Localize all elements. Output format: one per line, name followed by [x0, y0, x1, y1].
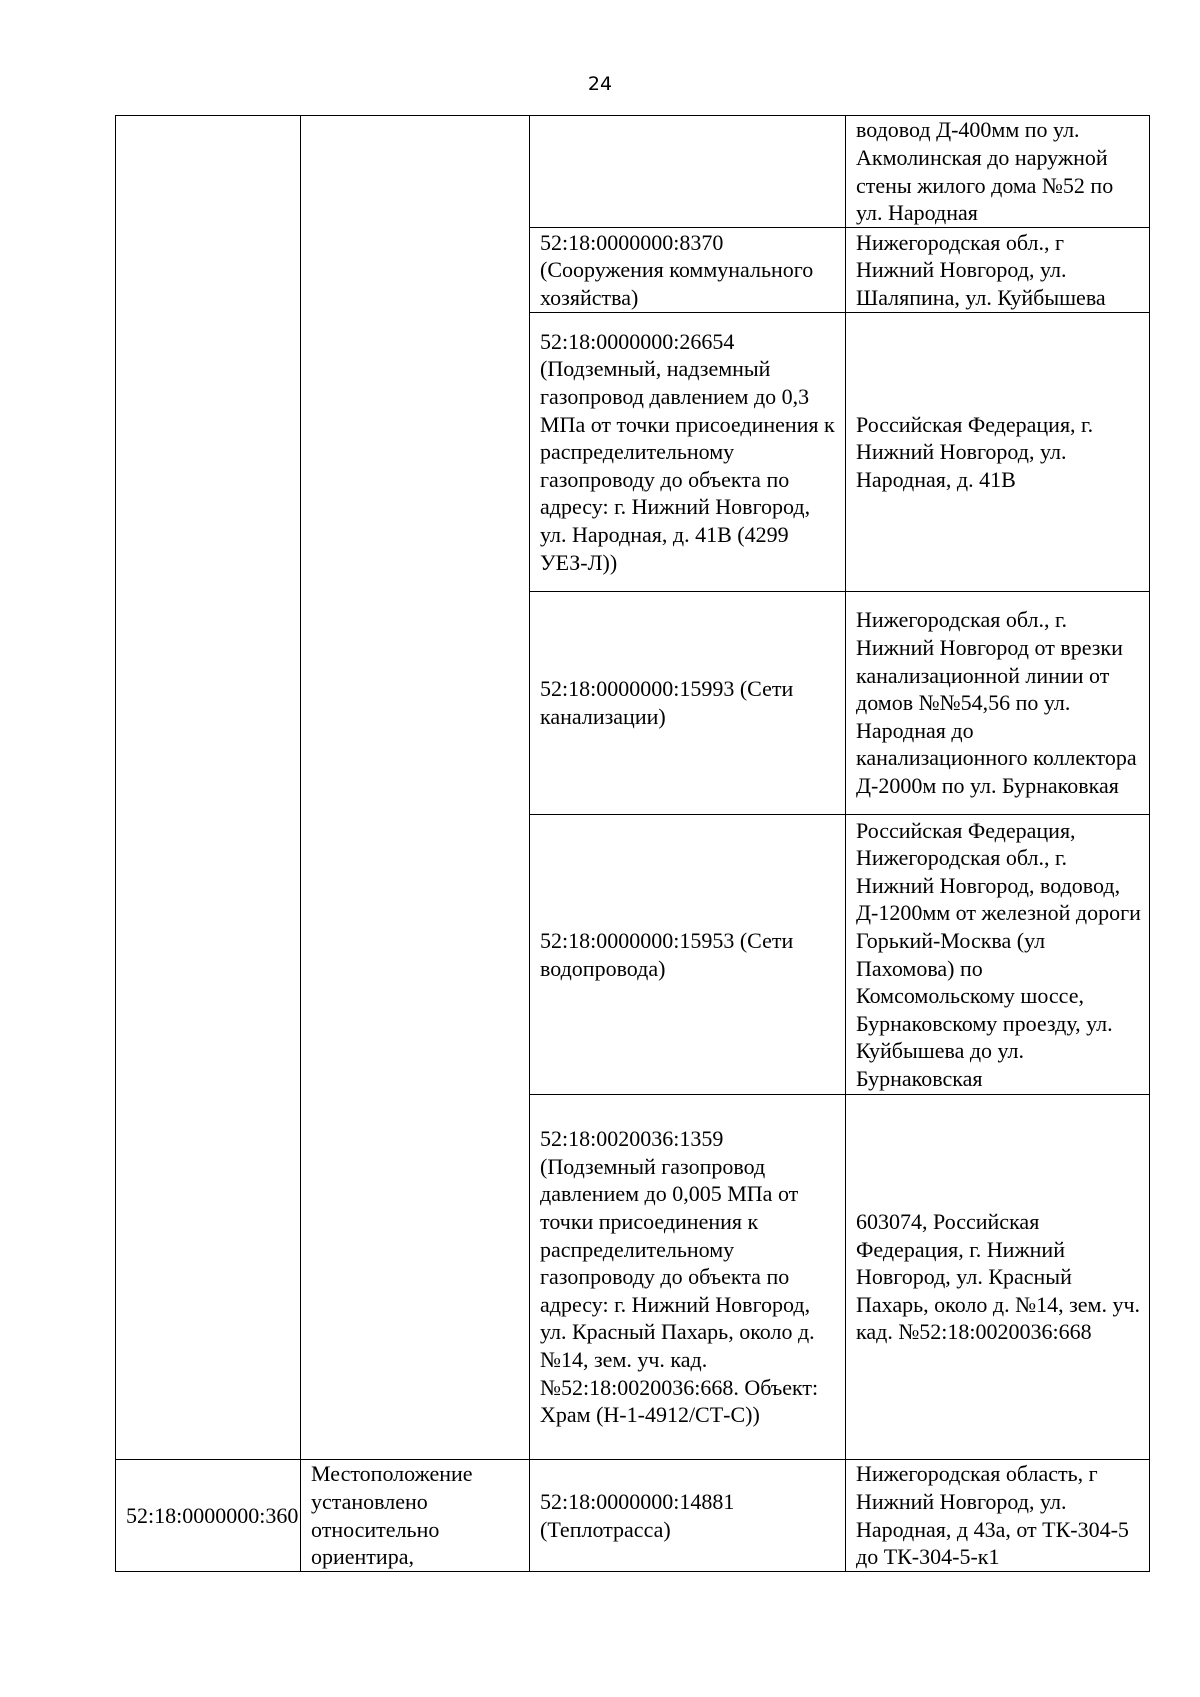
object-cell: 52:18:0020036:1359 (Подземный газопровод давлением до 0,005 МПа от точки присоединения к распределительному газопроводу до объекта по адресу: г. Нижний Новгород, ул. Красный Пахарь, около д. №14, зем. уч. кад. №52:18:0020036:668. Объект: Храм (Н-1-4912/СТ-С)) — [530, 1095, 846, 1460]
object-cell: 52:18:0000000:26654 (Подземный, надземный газопровод давлением до 0,3 МПа от точки присоединения к распределительному газопроводу до объекта по адресу: г. Нижний Новгород, ул. Народная, д. 41В (4299 УЕЗ-Л)) — [530, 313, 846, 592]
address-cell: водовод Д-400мм по ул. Акмолинская до наружной стены жилого дома №52 по ул. Народная — [846, 116, 1150, 228]
table-cell-empty — [301, 116, 530, 1460]
object-cell: 52:18:0000000:15953 (Сети водопровода) — [530, 815, 846, 1095]
location-cell: Местоположение установлено относительно ориентира, — [301, 1460, 530, 1572]
table-cell-empty — [116, 116, 301, 1460]
address-cell: Российская Федерация, г. Нижний Новгород, ул. Народная, д. 41В — [846, 313, 1150, 592]
table-row — [116, 116, 1150, 228]
table-row — [116, 1460, 1150, 1572]
page-number: 24 — [587, 73, 613, 95]
objects-table — [115, 115, 1150, 1572]
object-cell: 52:18:0000000:14881 (Теплотрасса) — [530, 1460, 846, 1572]
address-cell: 603074, Российская Федерация, г. Нижний Новгород, ул. Красный Пахарь, около д. №14, зем. уч. кад. №52:18:0020036:668 — [846, 1095, 1150, 1460]
address-cell: Нижегородская обл., г. Нижний Новгород от врезки канализационной линии от домов №№54,56 по ул. Народная до канализационного коллектора Д-2000м по ул. Бурнаковкая — [846, 592, 1150, 815]
address-cell: Российская Федерация, Нижегородская обл., г. Нижний Новгород, водовод, Д-1200мм от железной дороги Горький-Москва (ул Пахомова) по Комсомольскому шоссе, Бурнаковскому проезду, ул. Куйбышева до ул. Бурнаковская — [846, 815, 1150, 1095]
address-cell: Нижегородская область, г Нижний Новгород, ул. Народная, д 43а, от ТК-304-5 до ТК-304-5-к1 — [846, 1460, 1150, 1572]
object-cell: 52:18:0000000:8370 (Сооружения коммунального хозяйства) — [530, 228, 846, 313]
address-cell: Нижегородская обл., г Нижний Новгород, ул. Шаляпина, ул. Куйбышева — [846, 228, 1150, 313]
cadastral-number-cell: 52:18:0000000:360 — [116, 1460, 301, 1572]
object-cell — [530, 116, 846, 228]
object-cell: 52:18:0000000:15993 (Сети канализации) — [530, 592, 846, 815]
